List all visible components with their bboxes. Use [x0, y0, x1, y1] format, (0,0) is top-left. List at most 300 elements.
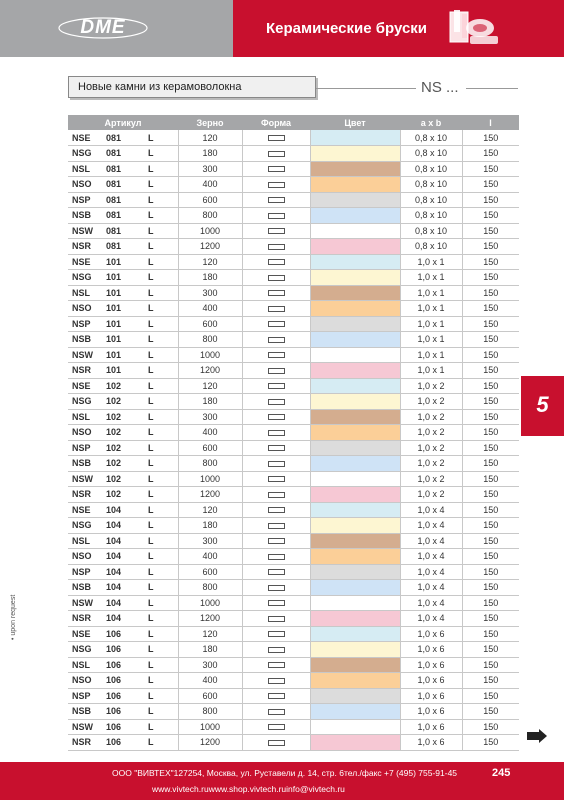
shape-rectangle-icon [268, 244, 285, 250]
article-code: NSL [68, 409, 106, 425]
grinding-tools-icon [448, 8, 500, 48]
article-size: 081 [106, 208, 148, 224]
shape-cell [242, 409, 310, 425]
article-size: 104 [106, 518, 148, 534]
length-value: 150 [462, 409, 519, 425]
article-size: 102 [106, 440, 148, 456]
column-header-length: l [462, 115, 519, 130]
column-header-ab: a x b [400, 115, 462, 130]
article-size: 101 [106, 363, 148, 379]
color-swatch [310, 192, 400, 208]
table-row [68, 440, 519, 456]
shape-cell [242, 208, 310, 224]
table-row [68, 456, 519, 472]
shape-rectangle-icon [268, 445, 285, 451]
article-size: 106 [106, 642, 148, 658]
color-swatch [310, 673, 400, 689]
table-row [68, 239, 519, 255]
shape-cell [242, 425, 310, 441]
shape-rectangle-icon [268, 228, 285, 234]
article-letter: L [148, 239, 178, 255]
shape-rectangle-icon [268, 461, 285, 467]
length-value: 150 [462, 471, 519, 487]
shape-rectangle-icon [268, 662, 285, 668]
article-letter: L [148, 130, 178, 146]
article-code: NSG [68, 642, 106, 658]
ab-value: 0,8 x 10 [400, 177, 462, 193]
grain-value: 800 [178, 580, 242, 596]
shape-rectangle-icon [268, 569, 285, 575]
article-letter: L [148, 301, 178, 317]
shape-cell [242, 719, 310, 735]
grain-value: 120 [178, 626, 242, 642]
divider-line [466, 88, 518, 89]
color-swatch [310, 316, 400, 332]
length-value: 150 [462, 130, 519, 146]
shape-cell [242, 580, 310, 596]
column-header-grain: Зерно [178, 115, 242, 130]
ab-value: 1,0 x 6 [400, 688, 462, 704]
ab-value: 1,0 x 1 [400, 301, 462, 317]
article-code: NSG [68, 270, 106, 286]
table-row [68, 146, 519, 162]
grain-value: 800 [178, 704, 242, 720]
shape-cell [242, 440, 310, 456]
length-value: 150 [462, 223, 519, 239]
table-row [68, 611, 519, 627]
ab-value: 1,0 x 6 [400, 626, 462, 642]
shape-rectangle-icon [268, 414, 285, 420]
table-row [68, 332, 519, 348]
grain-value: 1200 [178, 735, 242, 751]
table-row [68, 502, 519, 518]
article-code: NSO [68, 301, 106, 317]
color-swatch [310, 657, 400, 673]
website-link[interactable]: www.vivtech.ru [152, 784, 209, 794]
article-code: NSB [68, 332, 106, 348]
shape-rectangle-icon [268, 600, 285, 606]
shape-rectangle-icon [268, 476, 285, 482]
article-code: NSR [68, 363, 106, 379]
color-swatch [310, 487, 400, 503]
shape-cell [242, 301, 310, 317]
shape-cell [242, 332, 310, 348]
ab-value: 1,0 x 4 [400, 533, 462, 549]
shape-rectangle-icon [268, 290, 285, 296]
grain-value: 600 [178, 316, 242, 332]
shape-cell [242, 239, 310, 255]
table-header-row [68, 115, 519, 130]
ab-value: 1,0 x 2 [400, 487, 462, 503]
article-code: NSB [68, 580, 106, 596]
color-swatch [310, 130, 400, 146]
shop-link[interactable]: www.shop.vivtech.ru [208, 784, 287, 794]
article-letter: L [148, 177, 178, 193]
article-size: 102 [106, 394, 148, 410]
ab-value: 1,0 x 1 [400, 254, 462, 270]
length-value: 150 [462, 316, 519, 332]
footer-line-1 [112, 768, 457, 778]
shape-cell [242, 626, 310, 642]
grain-value: 180 [178, 270, 242, 286]
color-swatch [310, 394, 400, 410]
ab-value: 1,0 x 6 [400, 642, 462, 658]
table-row [68, 378, 519, 394]
color-swatch [310, 425, 400, 441]
ab-value: 1,0 x 6 [400, 719, 462, 735]
shape-rectangle-icon [268, 352, 285, 358]
shape-cell [242, 177, 310, 193]
shape-rectangle-icon [268, 507, 285, 513]
table-row [68, 642, 519, 658]
article-letter: L [148, 719, 178, 735]
shape-rectangle-icon [268, 678, 285, 684]
ab-value: 1,0 x 6 [400, 657, 462, 673]
article-code: NSL [68, 285, 106, 301]
shape-cell [242, 611, 310, 627]
article-code: NSO [68, 425, 106, 441]
article-letter: L [148, 456, 178, 472]
article-code: NSG [68, 518, 106, 534]
grain-value: 300 [178, 409, 242, 425]
color-swatch [310, 270, 400, 286]
color-swatch [310, 254, 400, 270]
color-swatch [310, 704, 400, 720]
grain-value: 600 [178, 192, 242, 208]
article-letter: L [148, 595, 178, 611]
article-code: NSW [68, 223, 106, 239]
length-value: 150 [462, 347, 519, 363]
ab-value: 0,8 x 10 [400, 223, 462, 239]
article-code: NSE [68, 130, 106, 146]
footer-line-2 [152, 784, 345, 794]
grain-value: 600 [178, 564, 242, 580]
shape-cell [242, 363, 310, 379]
series-code: NS ... [421, 79, 459, 96]
article-letter: L [148, 378, 178, 394]
length-value: 150 [462, 394, 519, 410]
article-code: NSE [68, 378, 106, 394]
article-size: 102 [106, 487, 148, 503]
color-swatch [310, 518, 400, 534]
shape-rectangle-icon [268, 724, 285, 730]
grain-value: 180 [178, 518, 242, 534]
article-code: NSE [68, 626, 106, 642]
article-letter: L [148, 223, 178, 239]
table-row [68, 704, 519, 720]
article-size: 104 [106, 595, 148, 611]
ab-value: 1,0 x 1 [400, 270, 462, 286]
article-code: NSL [68, 533, 106, 549]
article-size: 081 [106, 192, 148, 208]
shape-rectangle-icon [268, 259, 285, 265]
ab-value: 1,0 x 2 [400, 378, 462, 394]
grain-value: 400 [178, 549, 242, 565]
grain-value: 300 [178, 533, 242, 549]
article-code: NSP [68, 316, 106, 332]
shape-rectangle-icon [268, 151, 285, 157]
table-row [68, 487, 519, 503]
table-row [68, 316, 519, 332]
length-value: 150 [462, 719, 519, 735]
table-row [68, 735, 519, 751]
length-value: 150 [462, 564, 519, 580]
color-swatch [310, 611, 400, 627]
table-row [68, 719, 519, 735]
grain-value: 300 [178, 657, 242, 673]
article-code: NSW [68, 595, 106, 611]
article-code: NSB [68, 208, 106, 224]
table-row [68, 533, 519, 549]
ab-value: 1,0 x 4 [400, 549, 462, 565]
logo-text: DME [80, 17, 126, 38]
article-size: 106 [106, 626, 148, 642]
ab-value: 0,8 x 10 [400, 192, 462, 208]
ab-value: 1,0 x 6 [400, 735, 462, 751]
shape-cell [242, 704, 310, 720]
article-code: NSP [68, 564, 106, 580]
article-code: NSP [68, 192, 106, 208]
article-letter: L [148, 316, 178, 332]
table-row [68, 471, 519, 487]
article-code: NSW [68, 347, 106, 363]
ab-value: 1,0 x 4 [400, 518, 462, 534]
shape-cell [242, 270, 310, 286]
shape-rectangle-icon [268, 647, 285, 653]
grain-value: 1000 [178, 347, 242, 363]
dme-logo [58, 17, 148, 39]
shape-rectangle-icon [268, 631, 285, 637]
color-swatch [310, 208, 400, 224]
ab-value: 1,0 x 1 [400, 363, 462, 379]
article-letter: L [148, 208, 178, 224]
grain-value: 1000 [178, 471, 242, 487]
length-value: 150 [462, 533, 519, 549]
email-link[interactable]: info@vivtech.ru [286, 784, 345, 794]
grain-value: 180 [178, 394, 242, 410]
shape-cell [242, 161, 310, 177]
article-letter: L [148, 347, 178, 363]
grain-value: 1000 [178, 719, 242, 735]
length-value: 150 [462, 332, 519, 348]
color-swatch [310, 719, 400, 735]
shape-rectangle-icon [268, 693, 285, 699]
shape-cell [242, 673, 310, 689]
article-code: NSR [68, 735, 106, 751]
shape-rectangle-icon [268, 740, 285, 746]
column-header-shape: Форма [242, 115, 310, 130]
shape-rectangle-icon [268, 430, 285, 436]
shape-cell [242, 533, 310, 549]
length-value: 150 [462, 285, 519, 301]
ab-value: 0,8 x 10 [400, 146, 462, 162]
arrow-right-icon [526, 729, 548, 743]
shape-cell [242, 316, 310, 332]
shape-cell [242, 642, 310, 658]
article-size: 101 [106, 285, 148, 301]
article-size: 106 [106, 719, 148, 735]
grain-value: 400 [178, 673, 242, 689]
length-value: 150 [462, 177, 519, 193]
table-row [68, 518, 519, 534]
article-size: 081 [106, 146, 148, 162]
article-letter: L [148, 363, 178, 379]
grain-value: 120 [178, 254, 242, 270]
shape-rectangle-icon [268, 538, 285, 544]
table-row [68, 549, 519, 565]
article-letter: L [148, 673, 178, 689]
table-row [68, 270, 519, 286]
ab-value: 1,0 x 4 [400, 502, 462, 518]
company-name: ООО "ВИВТЕХ" [112, 768, 174, 778]
color-swatch [310, 688, 400, 704]
length-value: 150 [462, 456, 519, 472]
length-value: 150 [462, 270, 519, 286]
color-swatch [310, 378, 400, 394]
color-swatch [310, 301, 400, 317]
shape-cell [242, 192, 310, 208]
length-value: 150 [462, 642, 519, 658]
article-code: NSO [68, 549, 106, 565]
article-letter: L [148, 192, 178, 208]
column-header-color: Цвет [310, 115, 400, 130]
article-size: 081 [106, 239, 148, 255]
grain-value: 180 [178, 146, 242, 162]
article-code: NSL [68, 161, 106, 177]
length-value: 150 [462, 657, 519, 673]
shape-rectangle-icon [268, 182, 285, 188]
ab-value: 1,0 x 2 [400, 394, 462, 410]
article-code: NSO [68, 673, 106, 689]
column-header-article: Артикул [68, 115, 178, 130]
shape-rectangle-icon [268, 135, 285, 141]
ab-value: 1,0 x 2 [400, 425, 462, 441]
table-body [68, 130, 519, 750]
article-size: 106 [106, 673, 148, 689]
article-code: NSE [68, 254, 106, 270]
grain-value: 120 [178, 130, 242, 146]
table-row [68, 657, 519, 673]
article-size: 106 [106, 704, 148, 720]
shape-rectangle-icon [268, 616, 285, 622]
color-swatch [310, 595, 400, 611]
shape-rectangle-icon [268, 213, 285, 219]
shape-rectangle-icon [268, 306, 285, 312]
company-phone: тел./факс +7 (495) 755-91-45 [343, 768, 458, 778]
article-code: NSG [68, 146, 106, 162]
table-row [68, 347, 519, 363]
ab-value: 1,0 x 2 [400, 471, 462, 487]
color-swatch [310, 146, 400, 162]
article-letter: L [148, 285, 178, 301]
ab-value: 1,0 x 1 [400, 285, 462, 301]
length-value: 150 [462, 704, 519, 720]
ab-value: 1,0 x 4 [400, 611, 462, 627]
color-swatch [310, 471, 400, 487]
shape-cell [242, 456, 310, 472]
shape-rectangle-icon [268, 383, 285, 389]
article-code: NSP [68, 440, 106, 456]
length-value: 150 [462, 301, 519, 317]
table-row [68, 177, 519, 193]
article-size: 081 [106, 161, 148, 177]
article-size: 104 [106, 533, 148, 549]
article-letter: L [148, 704, 178, 720]
shape-rectangle-icon [268, 197, 285, 203]
article-code: NSO [68, 177, 106, 193]
ab-value: 0,8 x 10 [400, 161, 462, 177]
shape-cell [242, 394, 310, 410]
ab-value: 1,0 x 4 [400, 564, 462, 580]
grain-value: 600 [178, 688, 242, 704]
article-letter: L [148, 518, 178, 534]
grain-value: 300 [178, 161, 242, 177]
shape-cell [242, 285, 310, 301]
color-swatch [310, 735, 400, 751]
table-row [68, 595, 519, 611]
length-value: 150 [462, 378, 519, 394]
ab-value: 1,0 x 4 [400, 580, 462, 596]
length-value: 150 [462, 502, 519, 518]
color-swatch [310, 347, 400, 363]
grain-value: 120 [178, 502, 242, 518]
color-swatch [310, 223, 400, 239]
table-row [68, 688, 519, 704]
shape-rectangle-icon [268, 337, 285, 343]
article-letter: L [148, 533, 178, 549]
article-letter: L [148, 611, 178, 627]
article-letter: L [148, 161, 178, 177]
article-letter: L [148, 580, 178, 596]
article-size: 106 [106, 688, 148, 704]
article-size: 104 [106, 564, 148, 580]
article-letter: L [148, 471, 178, 487]
article-letter: L [148, 657, 178, 673]
length-value: 150 [462, 208, 519, 224]
shape-rectangle-icon [268, 399, 285, 405]
length-value: 150 [462, 192, 519, 208]
article-size: 102 [106, 378, 148, 394]
shape-cell [242, 518, 310, 534]
article-code: NSW [68, 471, 106, 487]
article-letter: L [148, 425, 178, 441]
ab-value: 1,0 x 1 [400, 332, 462, 348]
grain-value: 400 [178, 301, 242, 317]
ab-value: 1,0 x 1 [400, 316, 462, 332]
table-row [68, 564, 519, 580]
article-code: NSB [68, 456, 106, 472]
shape-cell [242, 223, 310, 239]
article-code: NSP [68, 688, 106, 704]
shape-cell [242, 254, 310, 270]
upon-request-note: • upon request [10, 594, 17, 640]
article-letter: L [148, 270, 178, 286]
grain-value: 400 [178, 177, 242, 193]
shape-cell [242, 502, 310, 518]
grain-value: 1000 [178, 223, 242, 239]
ab-value: 0,8 x 10 [400, 239, 462, 255]
grain-value: 1200 [178, 487, 242, 503]
color-swatch [310, 239, 400, 255]
article-size: 101 [106, 316, 148, 332]
page-number: 245 [492, 767, 511, 779]
article-letter: L [148, 626, 178, 642]
ab-value: 1,0 x 2 [400, 440, 462, 456]
shape-cell [242, 378, 310, 394]
page-title: Керамические бруски [266, 20, 428, 37]
article-code: NSL [68, 657, 106, 673]
color-swatch [310, 626, 400, 642]
